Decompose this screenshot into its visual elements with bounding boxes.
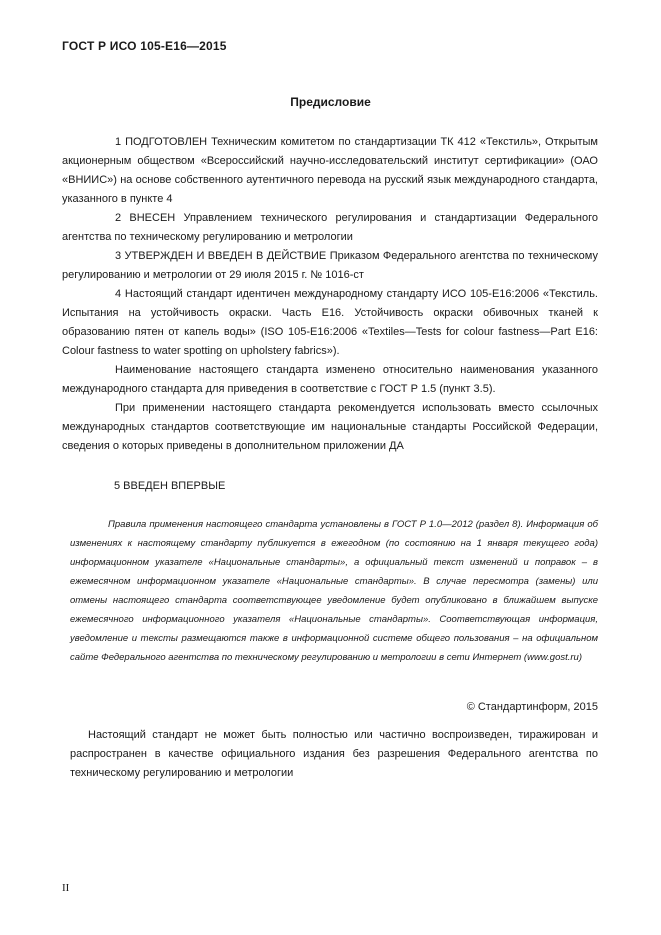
paragraph-3: 3 УТВЕРЖДЕН И ВВЕДЕН В ДЕЙСТВИЕ Приказом Федерального агентства по техническому регулированию и метрологии от 29 июля 2015 г. № 1016-ст (62, 250, 598, 281)
publication-notice: Правила применения настоящего стандарта установлены в ГОСТ Р 1.0—2012 (раздел 8). Информация об изменениях к настоящему стандарту публикуется в ежегодном (по состоянию на 1 января текущего года) информационном указателе «Национальные стандарты», а официальный текст изменений и поправок – в ежемесячном информационном указателе «Национальные стандарты». В случае пересмотра (замены) или отмены настоящего стандарта соответствующее уведомление будет опубликовано в ближайшем выпуске ежемесячного информационного указателя «Национальные стандарты». Соответствующая информация, уведомление и тексты размещаются также в информационной системе общего пользования – на официальном сайте Федерального агентства по техническому регулированию и метрологии в сети Интернет (www.gost.ru) (70, 519, 598, 663)
paragraph-4: 4 Настоящий стандарт идентичен международному стандарту ИСО 105-Е16:2006 «Текстиль. Испытания на устойчивость окраски. Часть Е16. Устойчивость окраски обивочных тканей к образованию пятен от капель воды» (ISO 105-E16:2006 «Textiles—Tests for colour fastness—Part E16: Colour fastness to water spotting on upholstery fabrics»). (62, 288, 598, 357)
rights-statement: Настоящий стандарт не может быть полностью или частично воспроизведен, тиражирован и распространен в качестве официального издания без разрешения Федерального агентства по техническому регулированию и метрологии (70, 729, 598, 779)
paragraph-4-name-note: Наименование настоящего стандарта изменено относительно наименования указанного международного стандарта для приведения в соответствие с ГОСТ Р 1.5 (пункт 3.5). (62, 364, 598, 395)
paragraph-2: 2 ВНЕСЕН Управлением технического регулирования и стандартизации Федерального агентства по техническому регулированию и метрологии (62, 212, 598, 243)
foreword-body (62, 133, 598, 456)
paragraph-4-reference-note: При применении настоящего стандарта рекомендуется использовать вместо ссылочных международных стандартов соответствующие им национальные стандарты Российской Федерации, сведения о которых приведены в дополнительном приложении ДА (62, 402, 598, 452)
section-title: Предисловие (290, 95, 371, 109)
copyright-line: © Стандартинформ, 2015 (466, 701, 598, 713)
paragraph-5: 5 ВВЕДЕН ВПЕРВЫЕ (114, 480, 226, 492)
document-header: ГОСТ Р ИСО 105-Е16—2015 (62, 39, 227, 53)
page-number: II (62, 882, 70, 894)
paragraph-1: 1 ПОДГОТОВЛЕН Техническим комитетом по стандартизации ТК 412 «Текстиль», Открытым акционерным обществом «Всероссийский научно-исследовательский институт сертификации» (ОАО «ВНИИС») на основе собственного аутентичного перевода на русский язык международного стандарта, указанного в пункте 4 (62, 136, 598, 205)
